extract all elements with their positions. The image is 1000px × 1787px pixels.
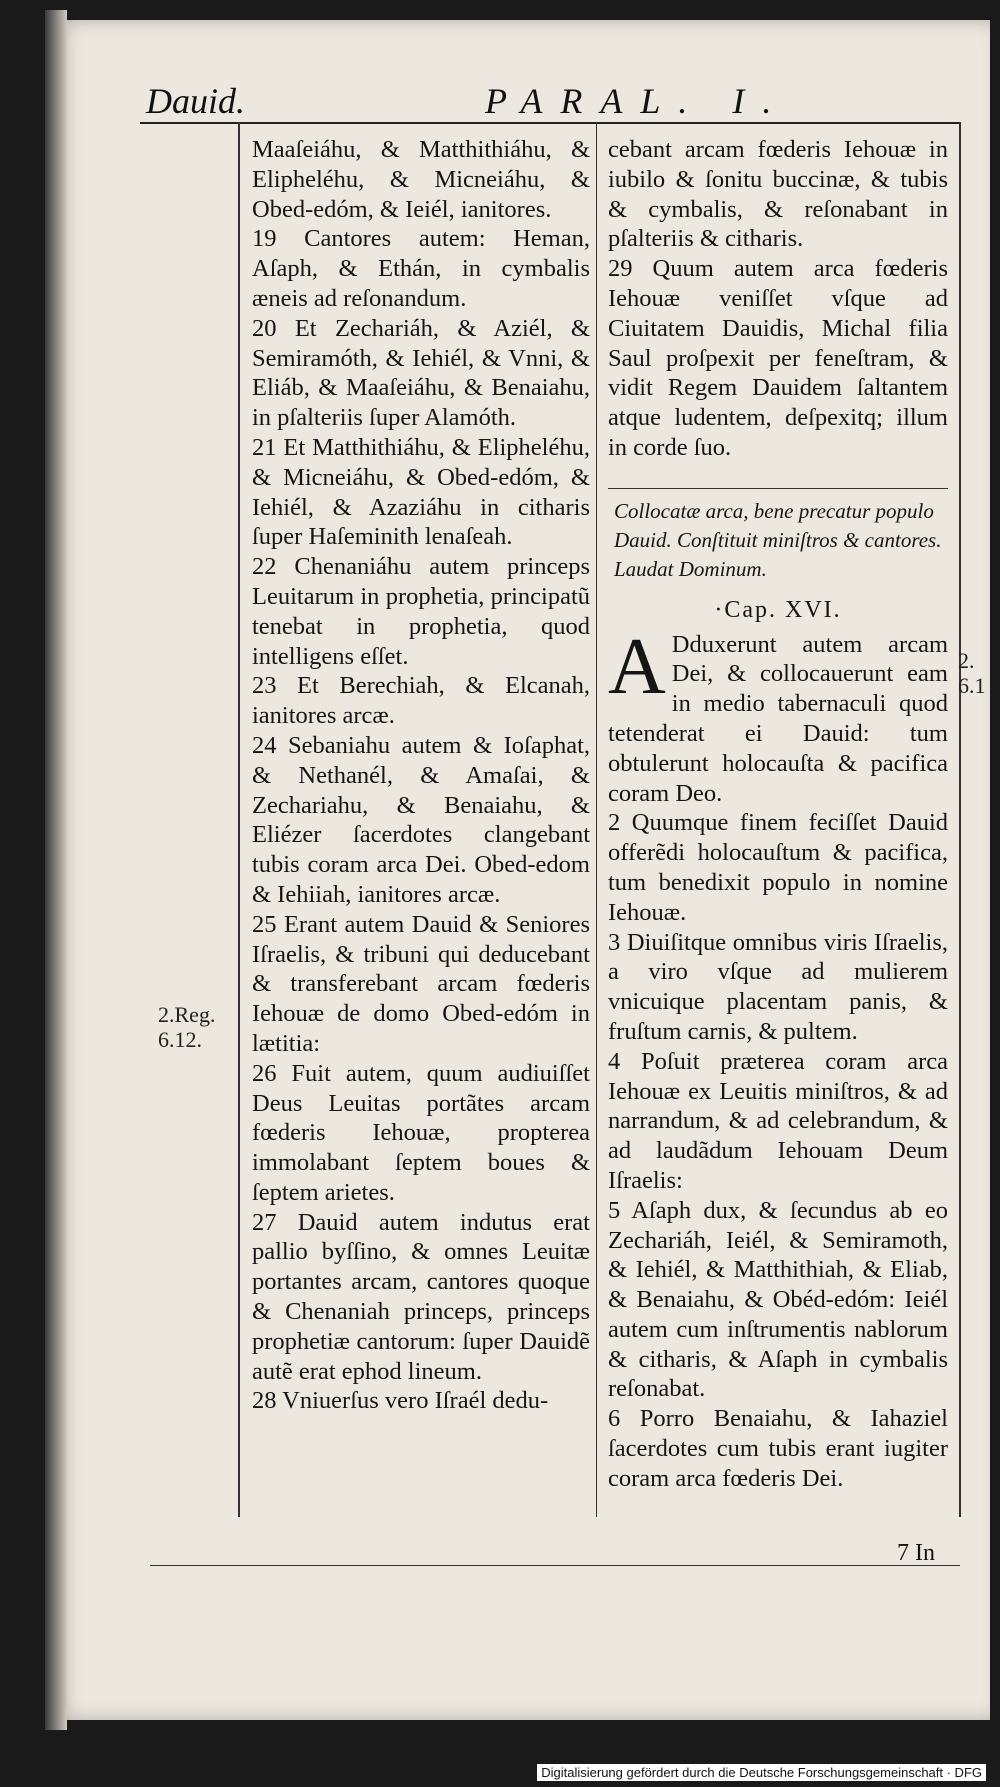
- verse-text: cebant arcam fœderis Iehouæ in iubilo & ſonitu buccinæ, & tubis & cymbalis, & reſonabant in pſalteriis & citharis.: [608, 136, 948, 253]
- running-header: [140, 70, 965, 120]
- verse-text: 6 Porro Benaiahu, & Iahaziel ſacerdotes cum tubis erant iugiter coram arca fœderis Dei.: [608, 1405, 948, 1492]
- column-separator: [596, 122, 597, 1517]
- verse-text: 26 Fuit autem, quum audiuiſſet Deus Leuitas portãtes arcam fœderis Iehouæ, propterea immolabant ſeptem boues & ſeptem arietes.: [252, 1059, 590, 1206]
- footer-rule: [150, 1565, 960, 1566]
- header-left: Dauid.: [146, 81, 245, 121]
- verse-text: 19 Cantores autem: Heman, Aſaph, & Ethán, in cymbalis æneis ad reſonandum.: [252, 225, 590, 312]
- page-footer: [150, 1530, 965, 1570]
- header-center: PARAL. I.: [485, 81, 790, 121]
- left-column: [252, 135, 590, 1416]
- verse-text: 5 Aſaph dux, & ſecundus ab eo Zechariáh, Ieiél, & Semiramoth, & Iehiél, & Matthithiah, & Eliab, & Benaiahu, & Obéd-edóm: Ieiél autem cum inſtrumentis nablorum & citharis, & Aſaph in cymbalis reſonabat.: [608, 1196, 948, 1403]
- chapter-summary: Collocatæ arca, bene precatur populo Dauid. Conſtituit miniſtros & cantores. Laudat Dominum.: [608, 488, 948, 584]
- book-gutter: [45, 10, 67, 1730]
- verse-text: 4 Poſuit præterea coram arca Iehouæ ex Leuitis miniſtros, & ad narrandum, & ad celebrandum, & ad laudãdum Iehouam Deum Iſraelis:: [608, 1047, 948, 1194]
- verse-text: 21 Et Matthithiáhu, & Elipheléhu, & Micneiáhu, & Obed-edóm, & Iehiél, & Azaziáhu in citharis ſuper Haſeminith lenaſeah.: [252, 433, 590, 551]
- right-column: [608, 135, 948, 1494]
- verse-text: 27 Dauid autem indutus erat pallio byſſino, & omnes Leuitæ portantes arcam, cantores quoque & Chenaniah princeps, princeps prophetiæ cantorum: ſuper Dauidẽ autẽ erat ephod lineum.: [252, 1208, 590, 1385]
- verse-text: 28 Vniuerſus vero Iſraél dedu-: [252, 1387, 549, 1415]
- verse-text: 24 Sebaniahu autem & Ioſaphat, & Nethanél, & Amaſai, & Zechariahu, & Benaiahu, & Eliézer ſacerdotes clangebant tubis coram arca Dei. Obed-edom & Iehiiah, ianitores arcæ.: [252, 731, 590, 908]
- margin-note-left: 2.Reg. 6.12.: [158, 1002, 216, 1052]
- verse-text: 25 Erant autem Dauid & Seniores Iſraelis, & tribuni qui deducebant & transferebant arcam fœderis Iehouæ de domo Obed-edóm in lætitia:: [252, 910, 590, 1057]
- verse-text: 3 Diuiſitque omnibus viris Iſraelis, a viro vſque ad mulierem vnicuique placentam panis, & fruſtum carnis, & pultem.: [608, 928, 948, 1045]
- verse-text: 22 Chenaniáhu autem princeps Leuitarum in prophetia, principatũ tenebat in prophetia, quod intelligens eſſet.: [252, 553, 590, 670]
- catchword: 7 In: [897, 1540, 935, 1566]
- funding-note: Digitalisierung gefördert durch die Deutsche Forschungsgemeinschaft · DFG: [537, 1764, 986, 1781]
- chapter-opening: [608, 622, 948, 809]
- verse-text: 29 Quum autem arca fœderis Iehouæ veniſſet vſque ad Ciuitatem Dauidis, Michal filia Saul proſpexit per feneſtram, & vidit Regem Dauidem ſaltantem atque ludentem, deſpexitq; illum in corde ſuo.: [608, 255, 948, 461]
- verse-text: Maaſeiáhu, & Matthithiáhu, & Elipheléhu, & Micneiáhu, & Obed-edóm, & Ieiél, ianitores.: [252, 136, 590, 223]
- verse-text: 20 Et Zechariáh, & Aziél, & Semiramóth, & Iehiél, & Vnni, & Eliáb, & Maaſeiáhu, & Benaiahu, in pſalteriis ſuper Alamóth.: [252, 314, 590, 432]
- verse-text: 2 Quumque finem feciſſet Dauid offerẽdi holocauſtum & pacifica, tum benedixit populo in nomine Iehouæ.: [608, 809, 948, 926]
- margin-note-right: 2. 6.1: [958, 648, 986, 698]
- chapter-heading: ·Cap. XVI.: [714, 596, 842, 623]
- opening-text: Dduxerunt autem arcam Dei, & collocauerunt eam in medio tabernaculi quod tetenderat ei Dauid: tum obtulerunt holocauſta & pacifica coram Deo.: [608, 630, 948, 807]
- drop-cap: A: [608, 622, 666, 711]
- verse-text: 23 Et Berechiah, & Elcanah, ianitores arcæ.: [252, 672, 590, 730]
